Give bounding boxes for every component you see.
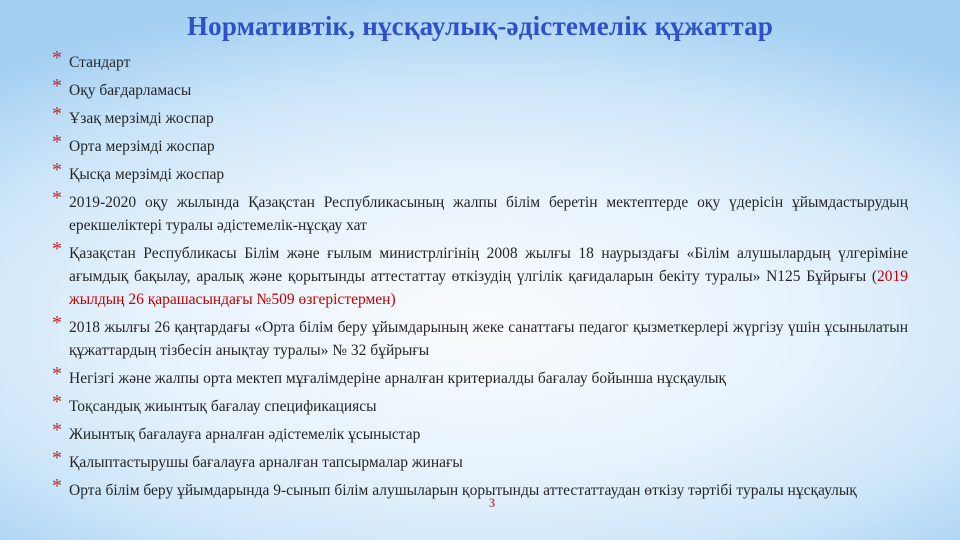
bullet-asterisk-icon: *: [52, 391, 62, 413]
list-item: [52, 312, 908, 362]
list-item: [52, 159, 908, 186]
list-item: [52, 187, 908, 237]
item-text: Қазақстан Республикасы Білім және ғылым министрлігінің 2008 жылғы 18 наурыздағы «Білім алушылардың үлгеріміне ағымдық бақылау, аралық және қорытынды аттестаттау өткізудің үлгілік қағидаларын бекіту туралы» N125 Бұйрығы (: [69, 245, 908, 285]
item-text: 2018 жылғы 26 қаңтардағы «Орта білім беру ұйымдарының жеке санаттағы педагог қызметкерлері жүргізу үшін ұсынылатын құжаттардың тізбесін анықтау туралы» № 32 бұйрығы: [69, 319, 908, 359]
item-text: Қалыптастырушы бағалауға арналған тапсырмалар жинағы: [69, 454, 463, 471]
bullet-asterisk-icon: *: [52, 238, 62, 260]
list-item: [52, 447, 908, 474]
bullet-asterisk-icon: *: [52, 363, 62, 385]
list-item: [52, 75, 908, 102]
list-item: [52, 391, 908, 418]
list-item: [52, 475, 908, 502]
list-item: [52, 238, 908, 311]
list-item: [52, 131, 908, 158]
list-item: [52, 47, 908, 74]
item-text: Жиынтық бағалауға арналған әдістемелік ұсыныстар: [69, 426, 421, 443]
item-text: Орта білім беру ұйымдарында 9-сынып білім алушыларын қорытынды аттестаттаудан өткізу тәртібі туралы нұсқаулық: [69, 482, 857, 499]
highlighted-text: 2019 жылдың 26 қарашасындағы №509 өзгерістермен: [69, 268, 908, 308]
item-text: Оқу бағдарламасы: [69, 82, 192, 99]
highlighted-text: ): [390, 291, 396, 308]
slide-page-number: 3: [489, 496, 496, 510]
item-text: 2019-2020 оқу жылында Қазақстан Республикасының жалпы білім беретін мектептерде оқу үдерісін ұйымдастырудың ерекшеліктері туралы әдістемелік-нұсқау хат: [69, 194, 908, 234]
bullet-asterisk-icon: *: [52, 187, 62, 209]
bullet-asterisk-icon: *: [52, 103, 62, 125]
item-text: Тоқсандық жиынтық бағалау спецификациясы: [69, 398, 377, 415]
bullet-asterisk-icon: *: [52, 131, 62, 153]
bullet-asterisk-icon: *: [52, 419, 62, 441]
bullet-asterisk-icon: *: [52, 312, 62, 334]
bullet-asterisk-icon: *: [52, 475, 62, 497]
list-item: [52, 419, 908, 446]
list-item: [52, 363, 908, 390]
bullet-asterisk-icon: *: [52, 159, 62, 181]
item-text: Қысқа мерзімді жоспар: [69, 166, 225, 183]
bullet-asterisk-icon: *: [52, 447, 62, 469]
item-text: Ұзақ мерзімді жоспар: [69, 110, 214, 127]
bullet-asterisk-icon: *: [52, 75, 62, 97]
bullet-asterisk-icon: *: [52, 47, 62, 69]
item-text: Стандарт: [69, 54, 131, 71]
bullet-list: [0, 47, 960, 502]
item-text: Орта мерзімді жоспар: [69, 138, 215, 155]
list-item: [52, 103, 908, 130]
item-text: Негізгі және жалпы орта мектеп мұғалімдеріне арналған критериалды бағалау бойынша нұсқаулық: [69, 370, 727, 387]
slide-title: Нормативтік, нұсқаулық-әдістемелік құжаттар: [186, 11, 774, 41]
